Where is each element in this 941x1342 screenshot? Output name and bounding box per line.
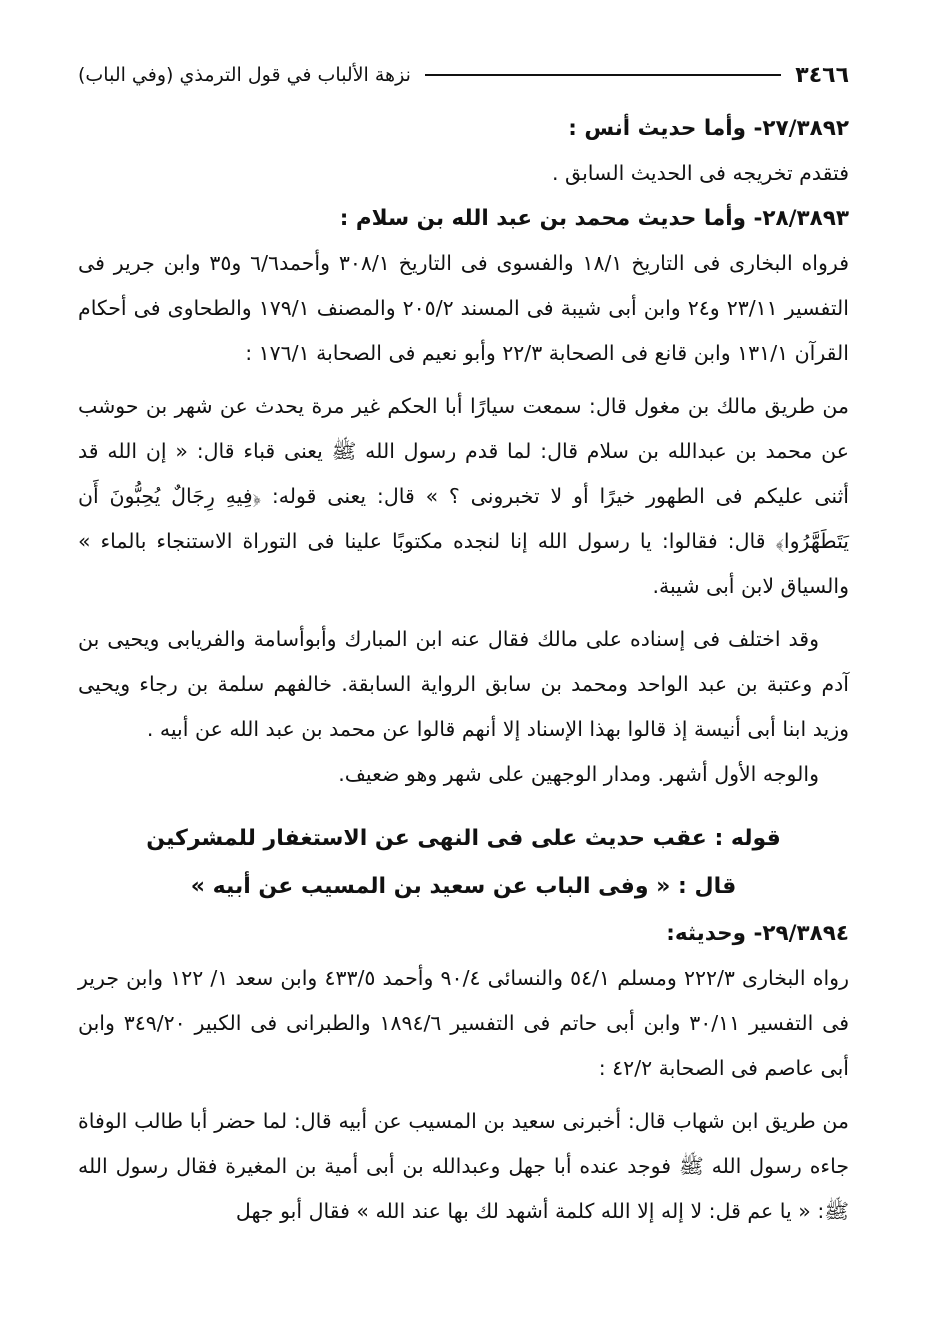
paragraph: وقد اختلف فى إسناده على مالك فقال عنه ابن المبارك وأبوأسامة والفريابى ويحيى بن آدم وعتبة بن عبد الواحد ومحمد بن سابق الرواية السابقة. خالفهم سلمة بن رجاء ويحيى وزيد ابنا أبى أنيسة إذ قالوا بهذا الإسناد إلا أنهم قالوا عن محمد بن عبد الله عن أبيه . [78, 627, 849, 741]
paragraph: فتقدم تخريجه فى الحديث السابق . [551, 161, 849, 185]
paragraph: من طريق ابن شهاب قال: أخبرنى سعيد بن المسيب عن أبيه قال: لما حضر أبا طالب الوفاة جاءه رسول الله ﷺ فوجد عنده أبا جهل وعبدالله بن أبى أمية بن المغيرة فقال رسول الله ﷺ: « يا عم قل: لا إله إلا الله كلمة أشهد لك بها عند الله » فقال أبو جهل [78, 1109, 849, 1223]
section-title-line: قوله : عقب حديث على فى النهى عن الاستغفار للمشركين [146, 826, 781, 851]
section-title-line: قال : « وفى الباب عن سعيد بن المسيب عن أبيه » [190, 874, 737, 899]
paragraph: فرواه البخارى فى التاريخ ١٨/١ والفسوى فى التاريخ ٣٠٨/١ وأحمد٦/٦ و٣٥ وابن جرير فى التفسير ٢٣/١١ و٢٤ وابن أبى شيبة فى المسند ٢٠٥/٢ والمصنف ١٧٩/١ والطحاوى فى أحكام القرآن ١٣١/١ وابن قانع فى الصحابة ٢٢/٣ وأبو نعيم فى الصحابة ١٧٦/١ : [78, 251, 849, 365]
paragraph: رواه البخارى ٢٢٢/٣ ومسلم ٥٤/١ والنسائى ٩٠/٤ وأحمد ٤٣٣/٥ وابن سعد ١/ ١٢٢ وابن جرير فى التفسير ٣٠/١١ وابن أبى حاتم فى التفسير ١٨٩٤/٦ والطبرانى فى الكبير ٣٤٩/٢٠ وابن أبى عاصم فى الصحابة ٤٢/٢ : [78, 966, 850, 1080]
running-header [78, 54, 849, 96]
hadith-heading: ٢٩/٣٨٩٤- وحديثه: [666, 921, 849, 946]
body-text [78, 106, 849, 797]
header-rule [425, 74, 781, 76]
section-title [78, 815, 849, 911]
paragraph: والوجه الأول أشهر. ومدار الوجهين على شهر وهو ضعيف. [338, 762, 819, 786]
hadith-heading: ٢٨/٣٨٩٣- وأما حديث محمد بن عبد الله بن سلام : [339, 206, 849, 231]
book-title: نزهة الألباب في قول الترمذي (وفي الباب) [78, 64, 411, 86]
page-number: ٣٤٦٦ [795, 62, 849, 88]
paragraph: من طريق مالك بن مغول قال: سمعت سيارًا أبا الحكم غير مرة يحدث عن شهر بن حوشب عن محمد بن عبدالله بن سلام قال: لما قدم رسول الله ﷺ يعنى قباء قال: « إن الله قد أثنى عليكم فى الطهور خيرًا أو لا تخبرونى ؟ » قال: يعنى قوله: ﴿فِيهِ رِجَالٌ يُحِبُّونَ أَن يَتَطَهَّرُوا﴾ قال: فقالوا: يا رسول الله إنا لنجده مكتوبًا علينا فى التوراة الاستنجاء بالماء » والسياق لابن أبى شيبة. [78, 394, 849, 598]
hadith-heading: ٢٧/٣٨٩٢- وأما حديث أنس : [568, 116, 849, 141]
body-text-2 [78, 911, 849, 1234]
